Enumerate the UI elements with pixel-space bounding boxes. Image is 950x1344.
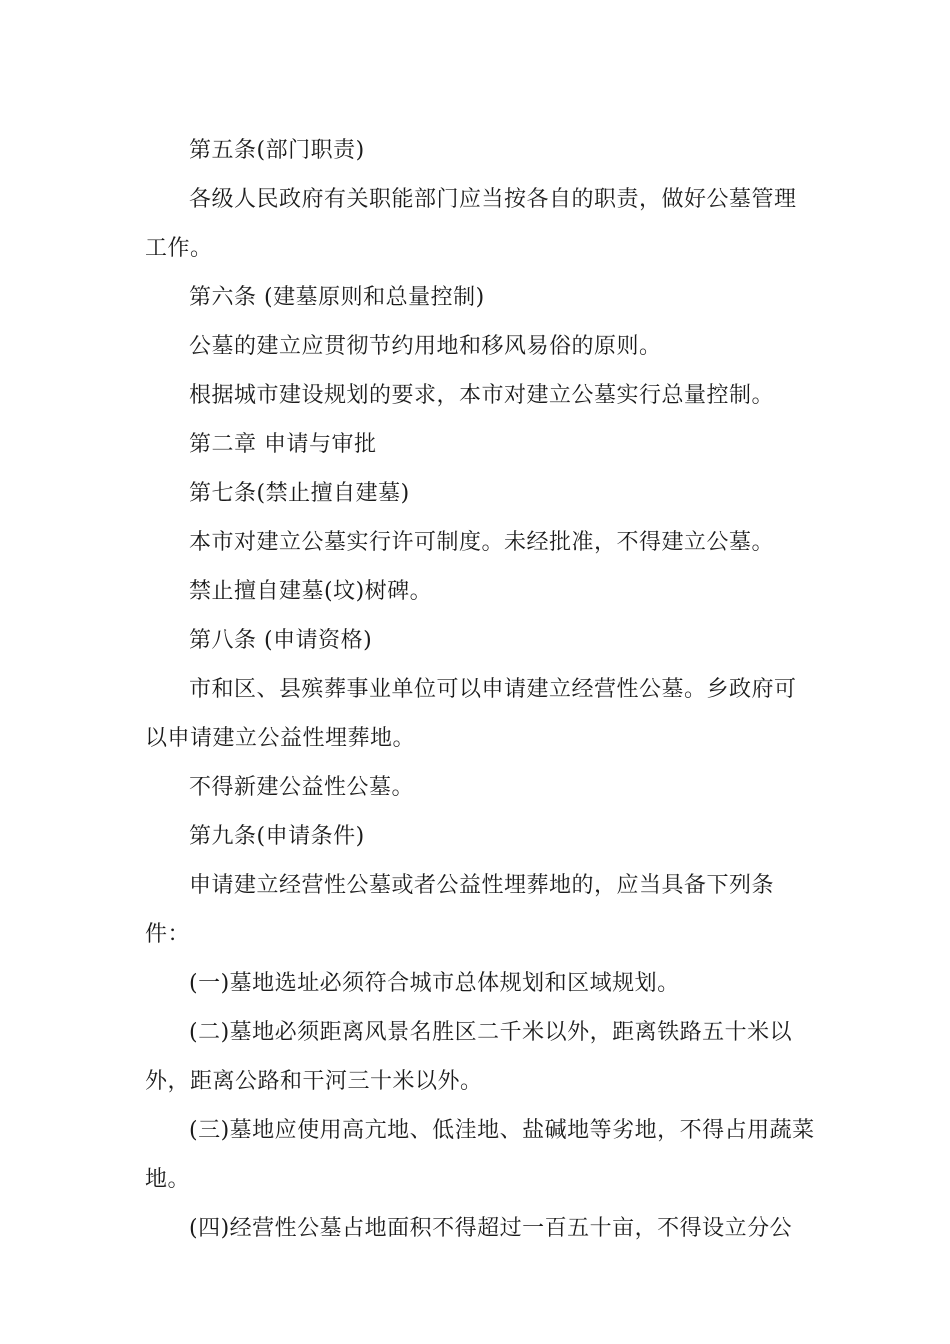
chapter-2-heading: 第二章 申请与审批 xyxy=(189,432,377,457)
article-9-intro: 申请建立经营性公墓或者公益性埋葬地的，应当具备下列条件： xyxy=(145,873,775,947)
article-9-item-2: (二)墓地必须距离风景名胜区二千米以外，距离铁路五十米以外，距离公路和干河三十米以外。 xyxy=(145,1020,793,1094)
article-6-heading: 第六条 (建墓原则和总量控制) xyxy=(189,285,485,310)
article-9-item-4: (四)经营性公墓占地面积不得超过一百五十亩，不得设立分公 xyxy=(189,1216,793,1241)
document-body xyxy=(145,126,815,1253)
article-7-text-1: 本市对建立公墓实行许可制度。未经批准，不得建立公墓。 xyxy=(189,530,775,555)
article-8-heading: 第八条 (申请资格) xyxy=(189,628,373,653)
article-6-text-2: 根据城市建设规划的要求，本市对建立公墓实行总量控制。 xyxy=(189,383,775,408)
article-9-item-1: (一)墓地选址必须符合城市总体规划和区域规划。 xyxy=(189,971,680,996)
article-5-text: 各级人民政府有关职能部门应当按各自的职责，做好公墓管理工作。 xyxy=(145,187,797,261)
article-7-text-2: 禁止擅自建墓(坟)树碑。 xyxy=(189,579,433,604)
article-8-text-1: 市和区、县殡葬事业单位可以申请建立经营性公墓。乡政府可以申请建立公益性埋葬地。 xyxy=(145,677,797,751)
article-8-text-2: 不得新建公益性公墓。 xyxy=(189,775,415,800)
article-9-heading: 第九条(申请条件) xyxy=(189,824,365,849)
article-6-text-1: 公墓的建立应贯彻节约用地和移风易俗的原则。 xyxy=(189,334,662,359)
article-5-heading: 第五条(部门职责) xyxy=(189,138,365,163)
article-7-heading: 第七条(禁止擅自建墓) xyxy=(189,481,410,506)
article-9-item-3: (三)墓地应使用高亢地、低洼地、盐碱地等劣地，不得占用蔬菜地。 xyxy=(145,1118,815,1192)
